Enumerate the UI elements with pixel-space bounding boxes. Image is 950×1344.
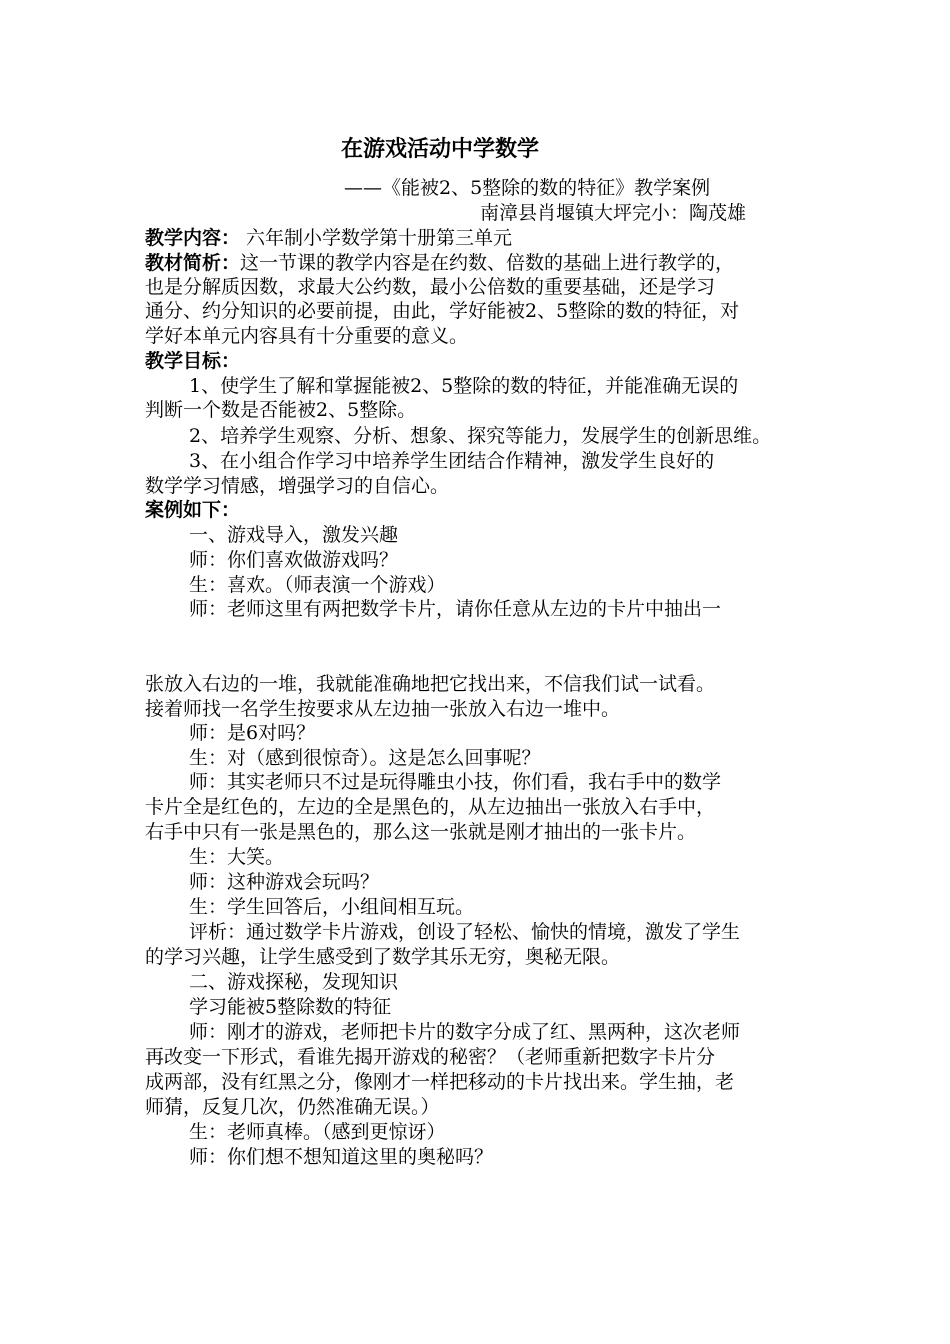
case-line-b16: 再改变一下形式，看谁先揭开游戏的秘密？（老师重新把数字卡片分 [145,1046,716,1068]
analysis-line-1 [145,251,820,275]
case-line-b18: 师猜，反复几次，仍然准确无误。） [145,1096,440,1118]
goals-label: 教学目标： [145,350,241,372]
analysis-label: 教材简析： [145,252,241,274]
case-line-b5: 师：其实老师只不过是玩得雕虫小技，你们看，我右手中的数学 [189,771,722,793]
case-line-b14: 学习能被5整除数的特征 [189,996,392,1018]
case-line-a4: 师：老师这里有两把数学卡片，请你任意从左边的卡片中抽出一 [189,598,722,620]
case-line-b20: 师：你们想不想知道这里的奥秘吗？ [189,1146,494,1168]
case-line-b10: 生：学生回答后，小组间相互玩。 [189,896,475,918]
case-line-b15: 师：刚才的游戏，老师把卡片的数字分成了红、黑两种，这次老师 [189,1021,741,1043]
goal-line-2: 判断一个数是否能被2、5整除。 [145,399,417,421]
content-line [145,226,820,250]
case-line-b1: 张放入右边的一堆，我就能准确地把它找出来，不信我们试一试看。 [145,673,716,695]
goal-line-5: 数学学习情感，增强学习的自信心。 [145,475,450,497]
case-label: 案例如下： [145,499,241,521]
document-subtitle: ——《能被2、5整除的数的特征》教学案例 [344,177,711,199]
case-line-b8: 生：大笑。 [189,846,285,868]
content-label: 教学内容： [145,227,241,249]
document-title: 在游戏活动中学数学 [340,137,539,162]
analysis-line-2: 也是分解质因数，求最大公约数，最小公倍数的重要基础，还是学习 [145,276,716,298]
case-line-b19: 生：老师真棒。（感到更惊讶） [189,1121,446,1143]
case-line-b4: 生：对（感到很惊奇）。这是怎么回事呢？ [189,747,541,769]
case-line-b7: 右手中只有一张是黑色的，那么这一张就是刚才抽出的一张卡片。 [145,821,697,843]
analysis-line-3: 通分、约分知识的必要前提，由此，学好能被2、5整除的数的特征，对 [145,300,740,322]
case-line-a1: 一、游戏导入，激发兴趣 [189,524,399,546]
case-line-a3: 生：喜欢。（师表演一个游戏） [189,574,446,596]
goal-line-4: 3、在小组合作学习中培养学生团结合作精神，激发学生良好的 [189,450,715,472]
case-line-b11: 评析：通过数学卡片游戏，创设了轻松、愉快的情境，激发了学生 [189,921,741,943]
case-line-b17: 成两部，没有红黑之分，像刚才一样把移动的卡片找出来。学生抽，老 [145,1071,735,1093]
analysis-line-4: 学好本单元内容具有十分重要的意义。 [145,325,469,347]
content-value: 六年制小学数学第十册第三单元 [240,227,513,249]
case-line-b6: 卡片全是红色的，左边的全是黑色的，从左边抽出一张放入右手中， [145,796,716,818]
document-author: 南漳县肖堰镇大坪完小：陶茂雄 [480,202,747,224]
case-line-b2: 接着师找一名学生按要求从左边抽一张放入右边一堆中。 [145,698,621,720]
case-line-a2: 师：你们喜欢做游戏吗？ [189,549,399,571]
case-line-b12: 的学习兴趣，让学生感受到了数学其乐无穷，奥秘无限。 [145,946,621,968]
analysis-text-1: 这一节课的教学内容是在约数、倍数的基础上进行教学的， [240,252,735,274]
goal-line-1: 1、使学生了解和掌握能被2、5整除的数的特征，并能准确无误的 [189,375,739,397]
case-line-b9: 师：这种游戏会玩吗？ [189,871,380,893]
goal-line-3: 2、培养学生观察、分析、想象、探究等能力，发展学生的创新思维。 [189,425,772,447]
case-line-b13: 二、游戏探秘，发现知识 [189,971,399,993]
case-line-b3: 师：是6对吗？ [189,722,316,744]
